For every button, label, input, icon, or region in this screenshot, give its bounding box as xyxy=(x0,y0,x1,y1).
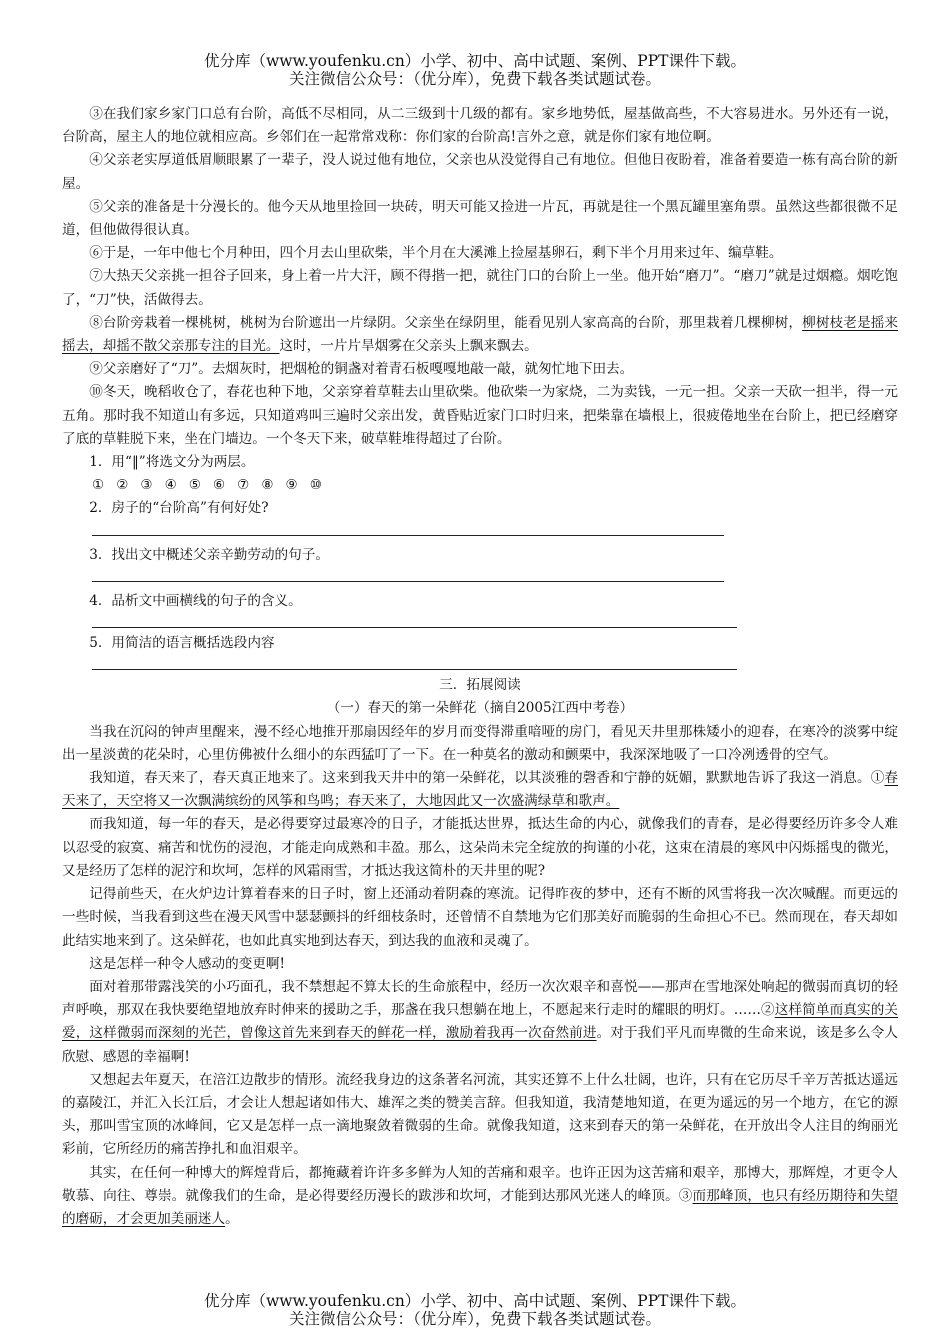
answer-line-2[interactable] xyxy=(92,521,724,536)
passage-paragraph-6: ⑥于是，一年中他七个月种田，四个月去山里砍柴，半个月在大溪滩上捡屋基卵石，剩下半个月用来过年、编草鞋。 xyxy=(89,245,783,262)
document-body xyxy=(62,103,898,1231)
option-1: ① xyxy=(92,477,105,494)
header-line-2: 关注微信公众号：（优分库），免费下载各类试题试卷。 xyxy=(288,70,661,88)
passage-paragraph-7: ⑦大热天父亲挑一担谷子回来，身上着一片大汗，顾不得揩一把，就往门口的台阶上一坐。他开始“磨刀”。“磨刀”就是过烟瘾。烟吃饱了，“刀”快，活做得去。 xyxy=(62,268,898,308)
article-paragraph-5: 这是怎样一种令人感动的变更啊! xyxy=(89,955,285,972)
option-4: ④ xyxy=(164,477,177,494)
passage-paragraph-4: ④父亲老实厚道低眉顺眼累了一辈子，没人说过他有地位，父亲也从没觉得自己有地位。但他日夜盼着，准备着要造一栋有高台阶的新屋。 xyxy=(62,152,898,192)
passage-paragraph-5: ⑤父亲的准备是十分漫长的。他今天从地里捡回一块砖，明天可能又捡进一片瓦，再就是往一个黑瓦罐里塞角票。虽然这些都很微不足道，但他做得很认真。 xyxy=(62,198,898,239)
page-footer xyxy=(0,1292,950,1328)
question-1: 1．用“‖”将选文分为两层。 xyxy=(89,454,255,471)
p8-text-before: ⑧台阶旁栽着一棵桃树，桃树为台阶遮出一片绿阴。父亲坐在绿阴里，能看见别人家高高的台阶，那里栽着几棵柳树， xyxy=(89,314,803,331)
option-5: ⑤ xyxy=(188,477,201,494)
option-10: ⑩ xyxy=(309,477,322,494)
question-2: 2．房子的“台阶高”有何好处? xyxy=(89,500,269,517)
header-line-1: 优分库（www.youfenku.cn）小学、初中、高中试题、案例、PPT课件下载。 xyxy=(203,52,747,70)
question-5: 5．用简洁的语言概括选段内容 xyxy=(89,635,275,652)
a2-underlined-sentence: 春天来了，天空将又一次飘满缤纷的风筝和鸟鸣；春天来了，大地因此又一次盛满绿草和歌声。 xyxy=(62,770,898,810)
option-3: ③ xyxy=(140,477,153,494)
a6-underlined-sentence: 这样简单而真实的关爱，这样微弱而深刻的光芒，曾像这首先来到春天的鲜花一样，激励着我再一次奋然前进 xyxy=(62,1002,898,1042)
passage-paragraph-8 xyxy=(62,312,898,358)
a8-text-before: 其实，在任何一种博大的辉煌背后，都掩藏着许许多多鲜为人知的苦痛和艰辛。也许正因为这苦痛和艰辛，那博大，那辉煌，才更令人敬慕、向往、尊崇。就像我们的生命，是必得要经历漫长的跋涉和坎坷，才能到达那风光迷人的峰顶。③ xyxy=(62,1164,898,1204)
question-3: 3．找出文中概述父亲辛勤劳动的句子。 xyxy=(89,546,329,563)
p8-underlined-sentence: 柳树枝老是摇来摇去，却摇不散父亲那专注的目光。 xyxy=(62,314,898,355)
footer-line-1: 优分库（www.youfenku.cn）小学、初中、高中试题、案例、PPT课件下载。 xyxy=(203,1292,747,1310)
article-paragraph-4: 记得前些天，在火炉边计算着春来的日子时，窗上还涌动着阴森的寒流。记得昨夜的梦中，还有不断的风雪将我一次次喊醒。而更远的一些时候，当我看到这些在漫天风雪中瑟瑟颤抖的纤细枝条时，还曾情不自禁地为它们那美好而脆弱的生命担心不已。然而现在，春天却如此结实地来到了。这朵鲜花，也如此真实地到达春天，到达我的血液和灵魂了。 xyxy=(62,886,898,949)
article-paragraph-2 xyxy=(62,767,898,813)
question-4: 4．品析文中画横线的句子的含义。 xyxy=(89,592,302,609)
a2-text-before: 我知道，春天来了，春天真正地来了。这来到我天井中的第一朵鲜花，以其淡雅的磬香和宁静的妩媚，默默地告诉了我这一消息。① xyxy=(89,770,885,787)
question-1-options xyxy=(62,474,898,497)
article-paragraph-8 xyxy=(62,1162,898,1232)
option-9: ⑨ xyxy=(285,477,298,494)
p8-text-after: 这时，一片片旱烟雾在父亲头上飘来飘去。 xyxy=(279,338,538,355)
option-2: ② xyxy=(116,477,129,494)
article-paragraph-6 xyxy=(62,976,898,1069)
article-paragraph-3: 而我知道，每一年的春天，是必得要穿过最寒冷的日子，才能抵达世界，抵达生命的内心，就像我们的青春，是必得要经历许多令人难以忍受的寂寞、痛苦和忧伤的浸泡，才能走向成熟和丰盈。那么，这朵尚未完全绽放的拘谨的小花，这束在清晨的寒风中闪烁摇曳的微光，又是经历了怎样的泥泞和坎坷，怎样的风霜雨雪，才抵达我这简朴的天井里的呢? xyxy=(62,816,898,879)
a8-underlined-sentence: 而那峰顶，也只有经历期待和失望的磨砺，才会更加美丽迷人 xyxy=(62,1187,899,1227)
option-8: ⑧ xyxy=(261,477,274,494)
footer-line-2: 关注微信公众号：（优分库），免费下载各类试题试卷。 xyxy=(288,1310,661,1328)
answer-line-3[interactable] xyxy=(92,567,724,582)
a8-text-after: 。 xyxy=(225,1210,239,1227)
section-subheading: （一）春天的第一朵鲜花（摘自2005江西中考卷） xyxy=(326,700,634,717)
passage-paragraph-10: ⑩冬天，晚稻收仓了，春花也种下地，父亲穿着草鞋去山里砍柴。他砍柴一为家烧，二为卖钱，一元一担。父亲一天砍一担半，得一元五角。那时我不知道山有多远，只知道鸡叫三遍时父亲出发，黄昏贴近家门口时归来，把柴靠在墙根上，很疲倦地坐在台阶上，把已经磨穿了底的草鞋脱下来，坐在门墙边。一个冬天下来，破草鞋堆得超过了台阶。 xyxy=(62,384,898,447)
page-header xyxy=(0,52,950,88)
passage-paragraph-3: ③在我们家乡家门口总有台阶，高低不尽相同，从二三级到十几级的都有。家乡地势低，屋基做高些，不大容易进水。另外还有一说，台阶高，屋主人的地位就相应高。乡邻们在一起常常戏称：你们家的台阶高!言外之意，就是你们家有地位啊。 xyxy=(62,106,898,146)
option-6: ⑥ xyxy=(212,477,226,494)
a6-text-after: 。对于我们平凡而卑微的生命来说，该是多么令人欣慰、感恩的幸福啊! xyxy=(62,1025,898,1065)
passage-paragraph-9: ⑨父亲磨好了“刀”。去烟灰时，把烟枪的铜盏对着青石板嘎嘎地敲一敲，就匆忙地下田去。 xyxy=(89,361,634,378)
a6-text-before: 面对着那带露浅笑的小巧面孔，我不禁想起不算太长的生命旅程中，经历一次次艰辛和喜悦——那声在雪地深处响起的微弱而真切的轻声呼唤，那双在我快要绝望地放弃时伸来的援助之手，那盏在我只想躺在地上，不愿起来行走时的耀眼的明灯。……② xyxy=(62,978,898,1019)
option-7: ⑦ xyxy=(237,477,250,494)
answer-line-4[interactable] xyxy=(92,613,737,628)
article-paragraph-1: 当我在沉闷的钟声里醒来，漫不经心地推开那扇因经年的岁月而变得滞重喑哑的房门，看见天井里那株矮小的迎春，在寒冷的淡雾中绽出一星淡黄的花朵时，心里仿佛被什么细小的东西猛叮了一下。在一种莫名的激动和颤栗中，我深深地吸了一口冷冽透骨的空气。 xyxy=(62,723,898,763)
section-heading: 三．拓展阅读 xyxy=(439,677,521,694)
answer-line-5[interactable] xyxy=(92,655,737,670)
article-paragraph-7: 又想起去年夏天，在涪江边散步的情形。流经我身边的这条著名河流，其实还算不上什么壮阔，也许，只有在它历尽千辛万苦抵达遥远的嘉陵江，并汇入长江后，才会让人想起诸如伟大、雄浑之类的赞美言辞。但我知道，我清楚地知道，在更为遥远的另一个地方，在它的源头，那叫雪宝顶的冰峰间，它又是怎样一点一滴地聚敛着微弱的生命。就像我知道，这来到春天的第一朵鲜花，在开放出令人注目的绚丽光彩前，它所经历的痛苦挣扎和血泪艰辛。 xyxy=(62,1071,898,1158)
